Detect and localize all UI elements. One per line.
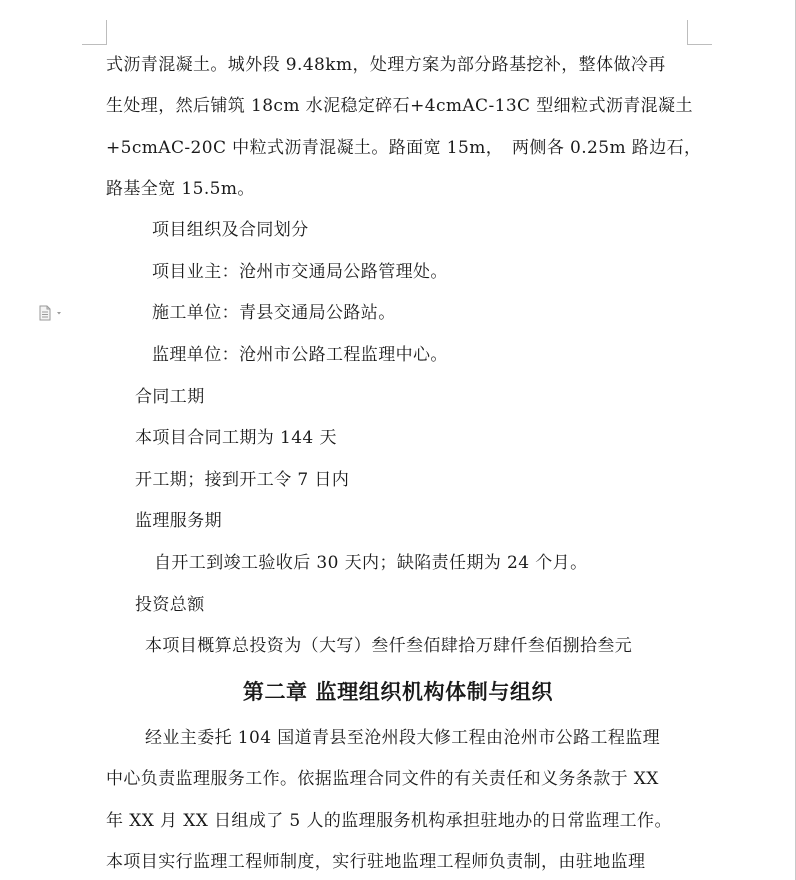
crop-mark-top-left: [82, 20, 107, 45]
paragraph-line: +5cmAC-20C 中粒式沥青混凝土。路面宽 15m， 两侧各 0.25m 路边石，: [106, 138, 702, 158]
contract-duration-line: 本项目合同工期为 144 天: [135, 428, 337, 448]
document-icon[interactable]: [38, 305, 64, 321]
section-title-investment: 投资总额: [135, 595, 205, 615]
section-title-service-period: 监理服务期: [135, 511, 222, 531]
paragraph-line: 年 XX 月 XX 日组成了 5 人的监理服务机构承担驻地办的日常监理工作。: [106, 811, 672, 831]
contractor-line: 施工单位：青县交通局公路站。: [152, 303, 396, 323]
owner-line: 项目业主：沧州市交通局公路管理处。: [152, 262, 448, 282]
paragraph-line: 中心负责监理服务工作。依据监理合同文件的有关责任和义务条款于 XX: [106, 769, 659, 789]
start-line: 开工期；接到开工令 7 日内: [135, 470, 350, 490]
paragraph-line: 路基全宽 15.5m。: [106, 179, 255, 199]
section-title-contract-period: 合同工期: [135, 387, 205, 407]
paragraph-line: 本项目实行监理工程师制度，实行驻地监理工程师负责制，由驻地监理: [106, 852, 646, 872]
supervisor-line: 监理单位：沧州市公路工程监理中心。: [152, 345, 448, 365]
crop-mark-top-right: [687, 20, 712, 45]
section-title-organization: 项目组织及合同划分: [152, 220, 309, 240]
paragraph-line: 式沥青混凝土。城外段 9.48km，处理方案为部分路基挖补，整体做冷再: [106, 55, 666, 75]
investment-line: 本项目概算总投资为（大写）叁仟叁佰肆拾万肆仟叁佰捌拾叁元: [145, 636, 633, 656]
paragraph-line: 经业主委托 104 国道青县至沧州段大修工程由沧州市公路工程监理: [145, 728, 661, 748]
paragraph-line: 生处理，然后铺筑 18cm 水泥稳定碎石+4cmAC-13C 型细粒式沥青混凝土: [106, 96, 693, 116]
service-period-line: 自开工到竣工验收后 30 天内；缺陷责任期为 24 个月。: [154, 553, 588, 573]
chapter-heading: 第二章 监理组织机构体制与组织: [242, 679, 554, 704]
